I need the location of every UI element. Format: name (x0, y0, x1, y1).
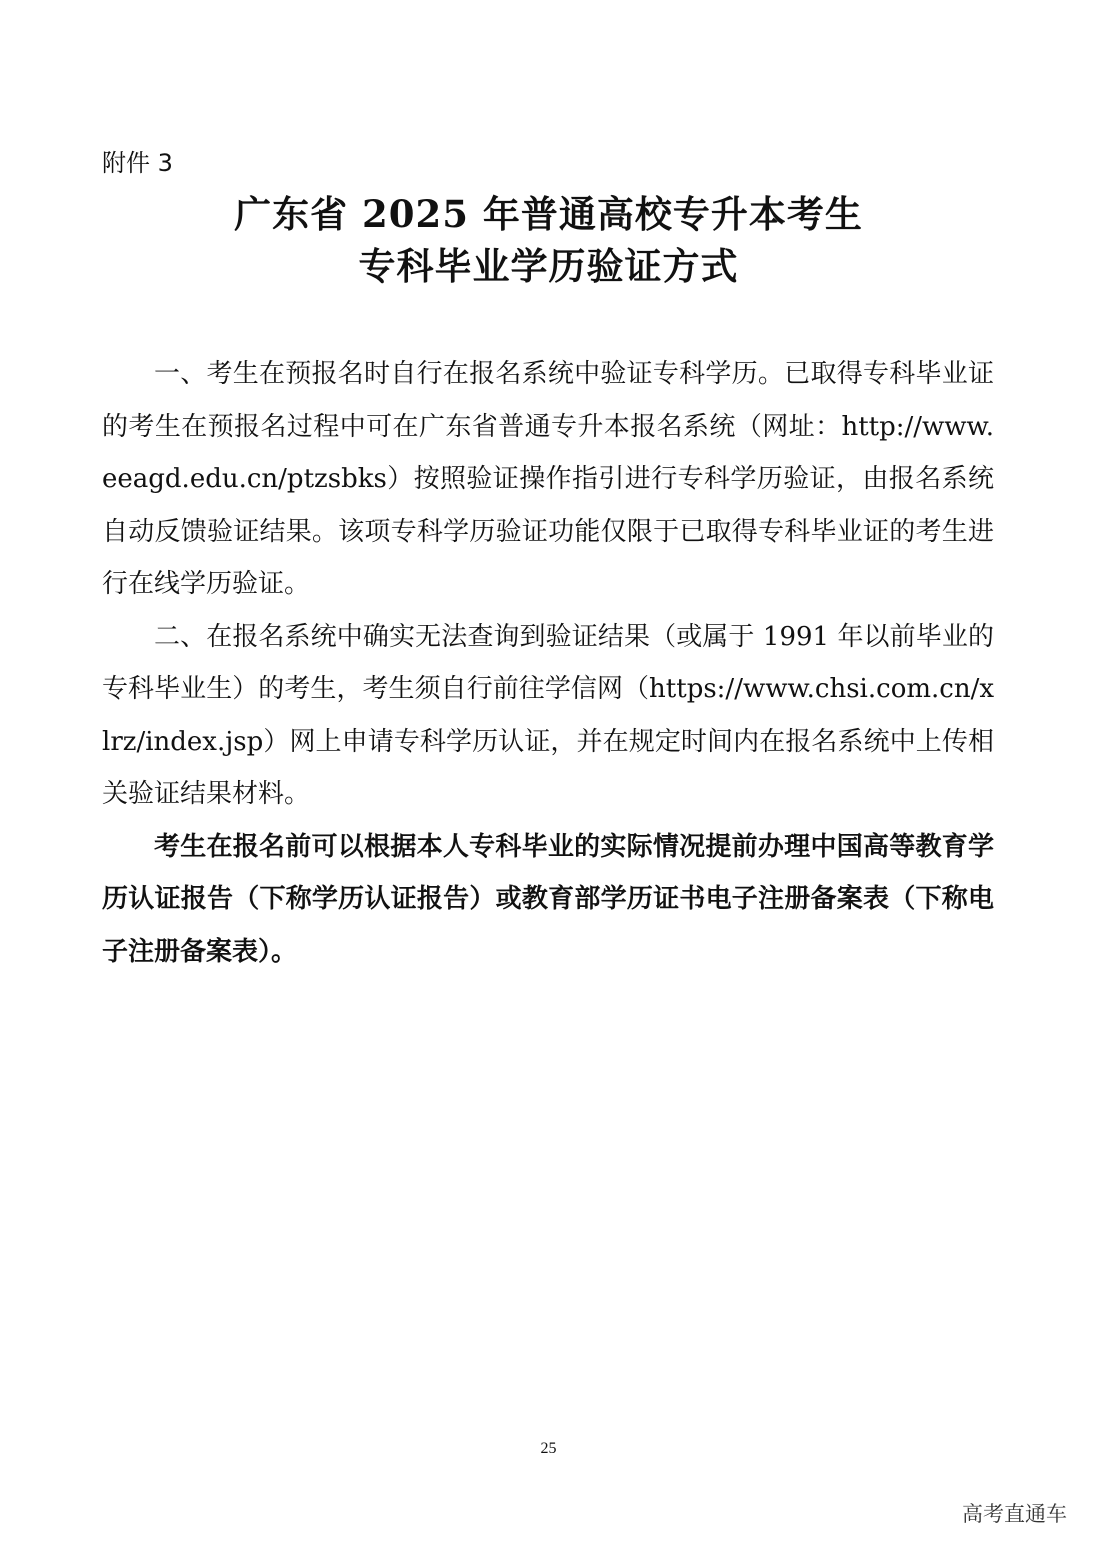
watermark-text: 高考直通车 (962, 1502, 1067, 1526)
attachment-label: 附件 3 (102, 149, 173, 177)
document-body (102, 348, 994, 978)
title-line-1: 广东省 2025 年普通高校专升本考生 (234, 192, 863, 236)
paragraph-3-bold: 考生在报名前可以根据本人专科毕业的实际情况提前办理中国高等教育学历认证报告（下称学历认证报告）或教育部学历证书电子注册备案表（下称电子注册备案表）。 (102, 831, 994, 967)
title-line-2: 专科毕业学历验证方式 (358, 244, 739, 288)
paragraph-1: 一、考生在预报名时自行在报名系统中验证专科学历。已取得专科毕业证的考生在预报名过程中可在广东省普通专升本报名系统（网址：http://www.eeagd.edu.cn/ptzsbks）按照验证操作指引进行专科学历验证，由报名系统自动反馈验证结果。该项专科学历验证功能仅限于已取得专科毕业证的考生进行在线学历验证。 (102, 359, 994, 599)
paragraph-2: 二、在报名系统中确实无法查询到验证结果（或属于 1991 年以前毕业的专科毕业生）的考生，考生须自行前往学信网（https://www.chsi.com.cn/xlrz/index.jsp）网上申请专科学历认证，并在规定时间内在报名系统中上传相关验证结果材料。 (102, 621, 994, 809)
page-number: 25 (540, 1440, 557, 1457)
